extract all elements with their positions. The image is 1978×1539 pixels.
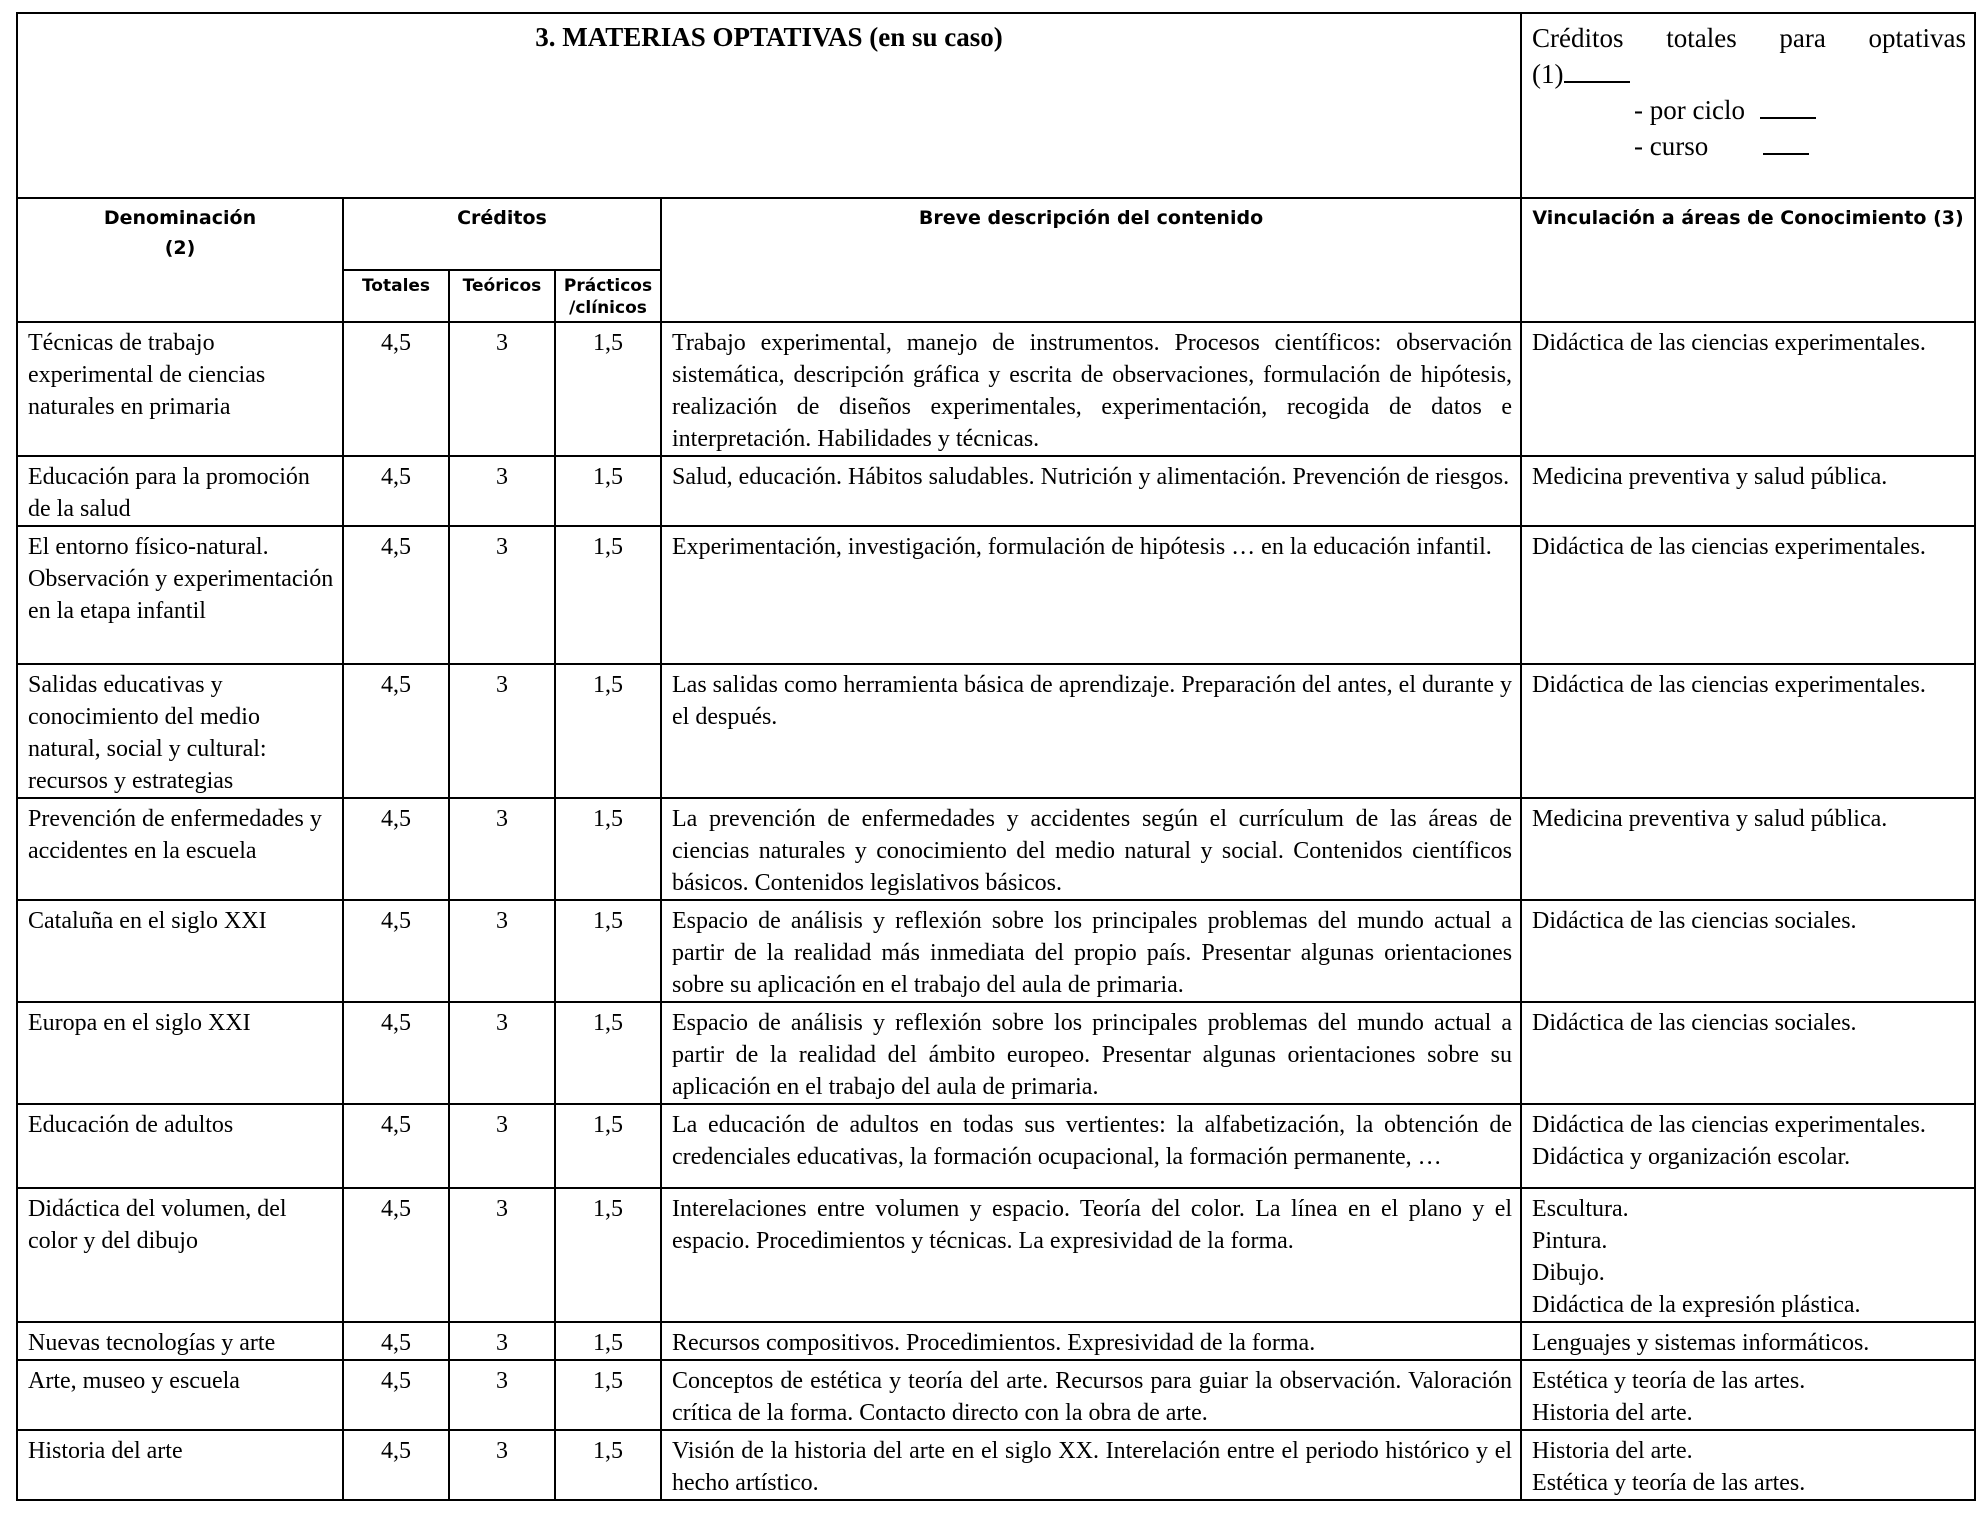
credits-total: 4,5 bbox=[343, 1430, 449, 1500]
table-row bbox=[17, 798, 1975, 900]
para-word: para bbox=[1779, 23, 1826, 53]
content-description: Conceptos de estética y teoría del arte. Recursos para guiar la observación. Valoración crítica de la forma. Contacto directo con la obra de arte. bbox=[661, 1360, 1521, 1430]
credits-total-line bbox=[1532, 56, 1966, 92]
credits-total: 4,5 bbox=[343, 664, 449, 798]
content-description: La educación de adultos en todas sus vertientes: la alfabetización, la obtención de credenciales educativas, la formación ocupacional, la formación permanente, … bbox=[661, 1104, 1521, 1188]
credits-practice: 1,5 bbox=[555, 1430, 661, 1500]
per-cycle-label: - por ciclo bbox=[1634, 95, 1745, 125]
totales-word: totales bbox=[1666, 23, 1737, 53]
header-denominacion-note: (2) bbox=[164, 237, 196, 259]
header-denominacion-label: Denominación bbox=[103, 207, 257, 229]
knowledge-area: Didáctica de las ciencias experimentales. bbox=[1532, 330, 1926, 356]
knowledge-areas bbox=[1521, 1360, 1975, 1430]
credits-theory: 3 bbox=[449, 322, 555, 456]
knowledge-areas bbox=[1521, 526, 1975, 664]
knowledge-area: Escultura. bbox=[1532, 1196, 1629, 1222]
content-description: Las salidas como herramienta básica de aprendizaje. Preparación del antes, el durante y el después. bbox=[661, 664, 1521, 798]
table-row bbox=[17, 664, 1975, 798]
credits-total: 4,5 bbox=[343, 1360, 449, 1430]
knowledge-area: Medicina preventiva y salud pública. bbox=[1532, 806, 1888, 832]
table-row bbox=[17, 1188, 1975, 1322]
credits-practice: 1,5 bbox=[555, 1322, 661, 1360]
subject-name: El entorno físico-natural. Observación y experimentación en la etapa infantil bbox=[17, 526, 343, 664]
knowledge-areas bbox=[1521, 900, 1975, 1002]
title-row bbox=[17, 13, 1975, 198]
table-row bbox=[17, 1360, 1975, 1430]
header-descripcion: Breve descripción del contenido bbox=[661, 198, 1521, 322]
content-description: Visión de la historia del arte en el siglo XX. Interelación entre el periodo histórico y el hecho artístico. bbox=[661, 1430, 1521, 1500]
knowledge-areas bbox=[1521, 322, 1975, 456]
credits-theory: 3 bbox=[449, 1188, 555, 1322]
credits-theory: 3 bbox=[449, 798, 555, 900]
knowledge-areas bbox=[1521, 1104, 1975, 1188]
credits-practice: 1,5 bbox=[555, 900, 661, 1002]
credits-theory: 3 bbox=[449, 900, 555, 1002]
credits-practice: 1,5 bbox=[555, 526, 661, 664]
per-cycle-line bbox=[1532, 92, 1966, 128]
subject-name: Arte, museo y escuela bbox=[17, 1360, 343, 1430]
knowledge-areas bbox=[1521, 664, 1975, 798]
knowledge-areas bbox=[1521, 798, 1975, 900]
section-title: 3. MATERIAS OPTATIVAS (en su caso) bbox=[17, 13, 1521, 198]
credits-theory: 3 bbox=[449, 1104, 555, 1188]
credits-practice: 1,5 bbox=[555, 1188, 661, 1322]
credits-total: 4,5 bbox=[343, 1188, 449, 1322]
content-description: La prevención de enfermedades y accidentes según el currículum de las áreas de ciencias naturales y conocimiento del medio natural y social. Contenidos científicos básicos. Contenidos legislativos básicos. bbox=[661, 798, 1521, 900]
subject-name: Prevención de enfermedades y accidentes en la escuela bbox=[17, 798, 343, 900]
subject-name: Cataluña en el siglo XXI bbox=[17, 900, 343, 1002]
knowledge-area: Pintura. bbox=[1532, 1228, 1608, 1254]
subject-name: Didáctica del volumen, del color y del dibujo bbox=[17, 1188, 343, 1322]
knowledge-area: Dibujo. bbox=[1532, 1260, 1605, 1286]
content-description: Salud, educación. Hábitos saludables. Nutrición y alimentación. Prevención de riesgos. bbox=[661, 456, 1521, 526]
credits-heading bbox=[1532, 20, 1966, 56]
subject-name: Nuevas tecnologías y arte bbox=[17, 1322, 343, 1360]
knowledge-area: Estética y teoría de las artes. bbox=[1532, 1470, 1806, 1496]
table-row bbox=[17, 1104, 1975, 1188]
content-description: Interelaciones entre volumen y espacio. Teoría del color. La línea en el plano y el espacio. Procedimientos y técnicas. La expresividad de la forma. bbox=[661, 1188, 1521, 1322]
knowledge-area: Didáctica y organización escolar. bbox=[1532, 1144, 1851, 1170]
credits-total: 4,5 bbox=[343, 1104, 449, 1188]
total-credits-box bbox=[1521, 13, 1975, 198]
knowledge-areas bbox=[1521, 1322, 1975, 1360]
credits-practice: 1,5 bbox=[555, 664, 661, 798]
subject-name: Salidas educativas y conocimiento del medio natural, social y cultural: recursos y estrategias bbox=[17, 664, 343, 798]
table-row bbox=[17, 1002, 1975, 1104]
credits-note: (1) bbox=[1532, 59, 1564, 89]
knowledge-areas bbox=[1521, 1002, 1975, 1104]
subject-name: Técnicas de trabajo experimental de ciencias naturales en primaria bbox=[17, 322, 343, 456]
credits-practice: 1,5 bbox=[555, 1002, 661, 1104]
header-totales: Totales bbox=[343, 270, 449, 322]
subjects-body bbox=[17, 322, 1975, 1500]
per-course-blank bbox=[1763, 153, 1809, 155]
credits-theory: 3 bbox=[449, 526, 555, 664]
subject-name: Europa en el siglo XXI bbox=[17, 1002, 343, 1104]
knowledge-area: Historia del arte. bbox=[1532, 1438, 1693, 1464]
content-description: Espacio de análisis y reflexión sobre los principales problemas del mundo actual a partir de la realidad del ámbito europeo. Presentar algunas orientaciones sobre su aplicación en el trabajo del aula de primaria. bbox=[661, 1002, 1521, 1104]
content-description: Experimentación, investigación, formulación de hipótesis … en la educación infantil. bbox=[661, 526, 1521, 664]
knowledge-areas bbox=[1521, 456, 1975, 526]
table-row bbox=[17, 1430, 1975, 1500]
knowledge-area: Medicina preventiva y salud pública. bbox=[1532, 464, 1888, 490]
table-row bbox=[17, 526, 1975, 664]
header-practicos: Prácticos /clínicos bbox=[555, 270, 661, 322]
per-course-line bbox=[1532, 128, 1966, 164]
header-vinculacion: Vinculación a áreas de Conocimiento (3) bbox=[1521, 198, 1975, 322]
credits-total: 4,5 bbox=[343, 456, 449, 526]
optativas-word: optativas bbox=[1868, 23, 1967, 53]
header-row bbox=[17, 198, 1975, 270]
credits-word: Créditos bbox=[1532, 23, 1624, 53]
subject-name: Educación de adultos bbox=[17, 1104, 343, 1188]
credits-total: 4,5 bbox=[343, 1002, 449, 1104]
table-row bbox=[17, 900, 1975, 1002]
knowledge-areas bbox=[1521, 1430, 1975, 1500]
credits-total: 4,5 bbox=[343, 798, 449, 900]
knowledge-area: Didáctica de las ciencias experimentales. bbox=[1532, 672, 1926, 698]
credits-theory: 3 bbox=[449, 1360, 555, 1430]
optional-subjects-table bbox=[16, 12, 1976, 1501]
knowledge-area: Lenguajes y sistemas informáticos. bbox=[1532, 1330, 1870, 1356]
credits-practice: 1,5 bbox=[555, 1360, 661, 1430]
table-row bbox=[17, 1322, 1975, 1360]
knowledge-area: Didáctica de la expresión plástica. bbox=[1532, 1292, 1861, 1318]
credits-theory: 3 bbox=[449, 1002, 555, 1104]
content-description: Espacio de análisis y reflexión sobre los principales problemas del mundo actual a partir de la realidad más inmediata del propio país. Presentar algunas orientaciones sobre su aplicación en el trabajo del aula de primaria. bbox=[661, 900, 1521, 1002]
header-creditos: Créditos bbox=[343, 198, 661, 270]
content-description: Trabajo experimental, manejo de instrumentos. Procesos científicos: observación sistemática, descripción gráfica y escrita de observaciones, formulación de hipótesis, realización de diseños experimentales, experimentación, recogida de datos e interpretación. Habilidades y técnicas. bbox=[661, 322, 1521, 456]
header-teoricos: Teóricos bbox=[449, 270, 555, 322]
credits-practice: 1,5 bbox=[555, 322, 661, 456]
credits-theory: 3 bbox=[449, 1430, 555, 1500]
subject-name: Educación para la promoción de la salud bbox=[17, 456, 343, 526]
credits-theory: 3 bbox=[449, 664, 555, 798]
credits-theory: 3 bbox=[449, 1322, 555, 1360]
table-row bbox=[17, 322, 1975, 456]
knowledge-area: Didáctica de las ciencias experimentales. bbox=[1532, 1112, 1926, 1138]
credits-practice: 1,5 bbox=[555, 1104, 661, 1188]
knowledge-area: Historia del arte. bbox=[1532, 1400, 1693, 1426]
content-description: Recursos compositivos. Procedimientos. Expresividad de la forma. bbox=[661, 1322, 1521, 1360]
credits-theory: 3 bbox=[449, 456, 555, 526]
credits-total: 4,5 bbox=[343, 322, 449, 456]
knowledge-area: Estética y teoría de las artes. bbox=[1532, 1368, 1806, 1394]
knowledge-areas bbox=[1521, 1188, 1975, 1322]
per-cycle-blank bbox=[1760, 117, 1816, 119]
credits-total-blank bbox=[1564, 81, 1630, 83]
subject-name: Historia del arte bbox=[17, 1430, 343, 1500]
knowledge-area: Didáctica de las ciencias experimentales. bbox=[1532, 534, 1926, 560]
per-course-label: - curso bbox=[1634, 131, 1709, 161]
credits-total: 4,5 bbox=[343, 900, 449, 1002]
knowledge-area: Didáctica de las ciencias sociales. bbox=[1532, 908, 1857, 934]
table-row bbox=[17, 456, 1975, 526]
credits-total: 4,5 bbox=[343, 1322, 449, 1360]
credits-practice: 1,5 bbox=[555, 456, 661, 526]
credits-total: 4,5 bbox=[343, 526, 449, 664]
knowledge-area: Didáctica de las ciencias sociales. bbox=[1532, 1010, 1857, 1036]
credits-practice: 1,5 bbox=[555, 798, 661, 900]
header-denominacion bbox=[17, 198, 343, 322]
